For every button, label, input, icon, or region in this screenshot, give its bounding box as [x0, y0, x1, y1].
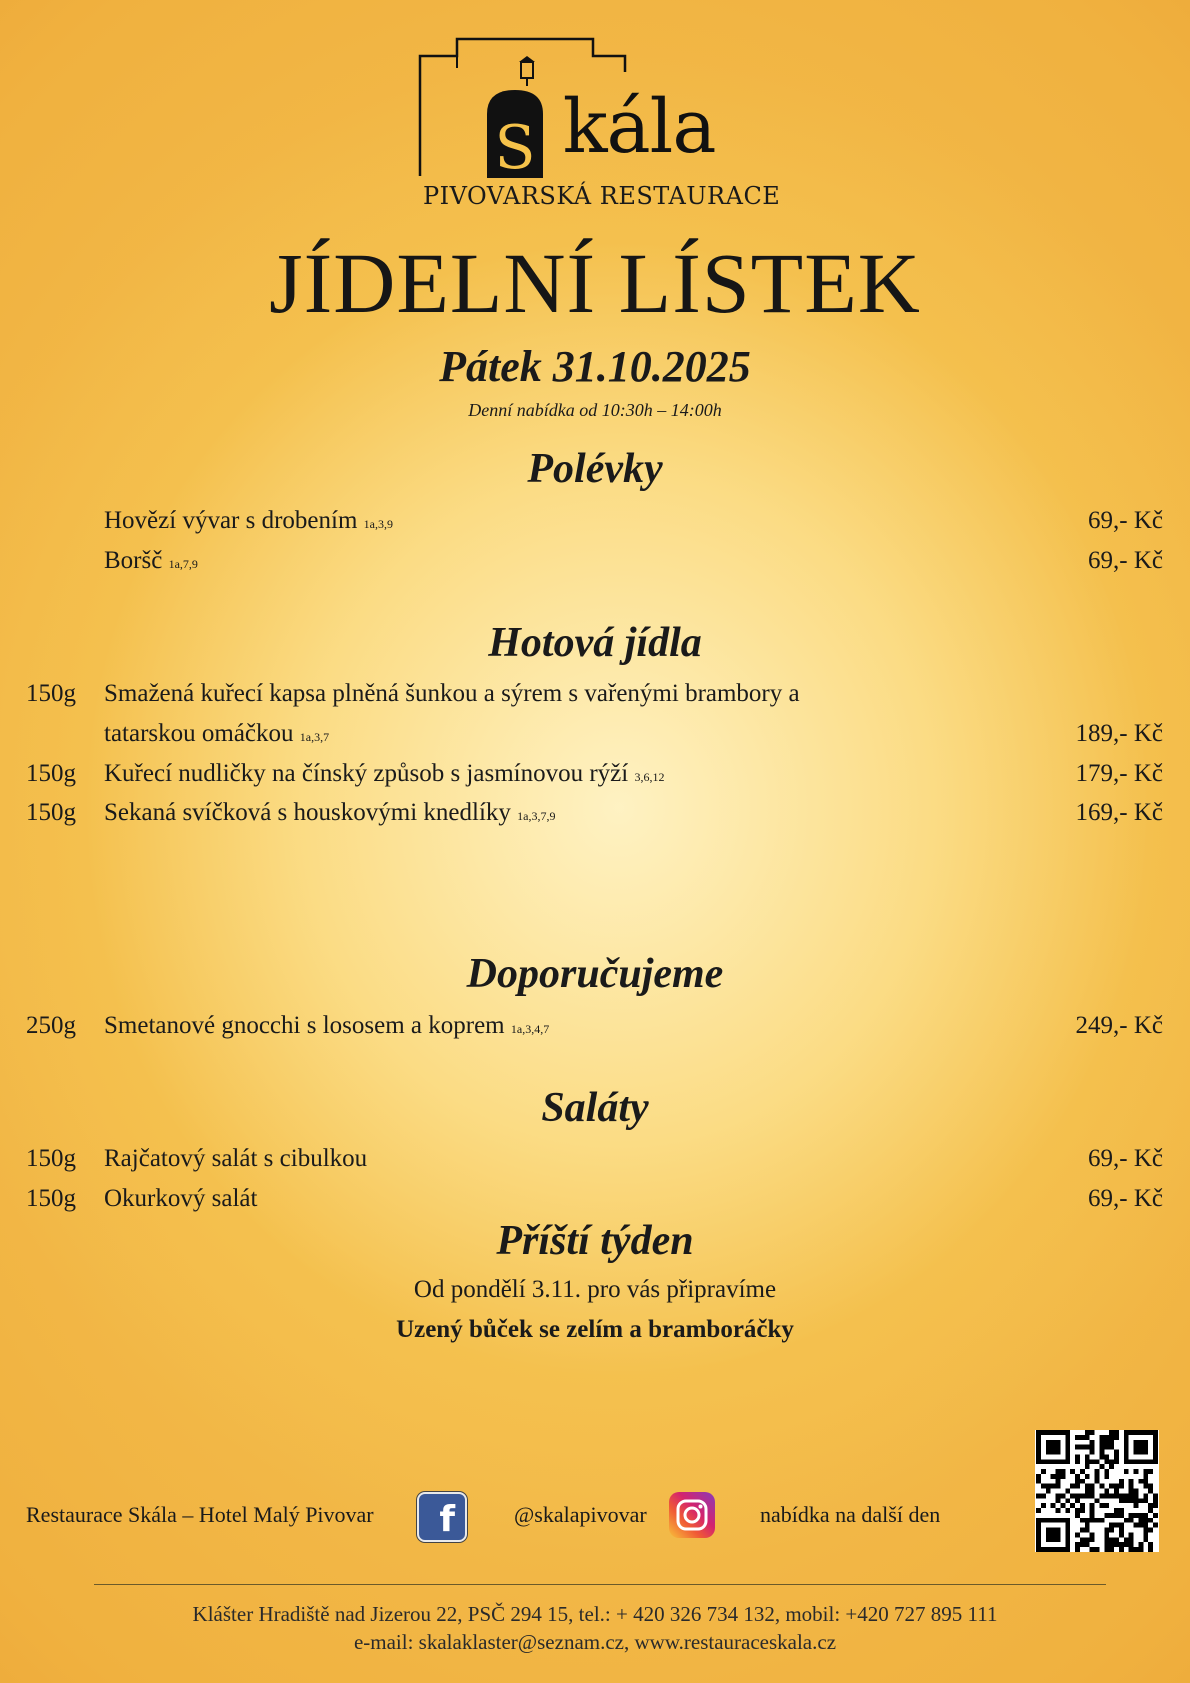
- section-title-recommend: Doporučujeme: [466, 951, 724, 997]
- item-price: 69,- Kč: [1088, 1185, 1163, 1212]
- serving-hours: Denní nabídka od 10:30h – 14:00h: [468, 400, 722, 420]
- footer-contact: e-mail: skalaklaster@seznam.cz, www.restauraceskala.cz: [353, 1630, 837, 1654]
- item-weight: 150g: [26, 760, 76, 787]
- menu-item: [0, 1008, 1190, 1044]
- item-name: tatarskou omáčkou: [104, 720, 294, 747]
- item-weight: 150g: [26, 680, 76, 707]
- menu-item: [0, 503, 1190, 539]
- item-name: Boršč: [104, 547, 163, 574]
- item-name-line1: Smažená kuřecí kapsa plněná šunkou a sýrem s vařenými brambory a: [104, 680, 800, 707]
- svg-text:S: S: [494, 113, 536, 183]
- menu-item: [0, 1181, 1190, 1217]
- item-allergens: 1a,3,9: [363, 517, 393, 531]
- item-price: 189,- Kč: [1075, 720, 1163, 747]
- menu-item: [0, 543, 1190, 579]
- item-weight: 150g: [26, 1185, 76, 1212]
- footer-divider: [94, 1584, 1106, 1585]
- menu-item: [0, 756, 1190, 792]
- item-allergens: 1a,7,9: [168, 557, 198, 571]
- item-name: Rajčatový salát s cibulkou: [104, 1145, 368, 1172]
- item-weight: 250g: [26, 1012, 76, 1039]
- logo-name: kála: [562, 84, 716, 170]
- item-price: 179,- Kč: [1075, 760, 1163, 787]
- item-price: 69,- Kč: [1088, 507, 1163, 534]
- restaurant-logo: [415, 36, 781, 216]
- item-weight: 150g: [26, 1145, 76, 1172]
- qr-code-icon[interactable]: [1035, 1430, 1159, 1552]
- item-price: 169,- Kč: [1075, 799, 1163, 826]
- item-price: 249,- Kč: [1075, 1012, 1163, 1039]
- item-allergens: 1a,3,7,9: [517, 809, 556, 823]
- item-name: Sekaná svíčková s houskovými knedlíky: [104, 799, 511, 826]
- next-week-intro: Od pondělí 3.11. pro vás připravíme: [413, 1276, 777, 1303]
- item-name: Okurkový salát: [104, 1185, 258, 1212]
- menu-date: Pátek 31.10.2025: [439, 342, 751, 391]
- item-price: 69,- Kč: [1088, 547, 1163, 574]
- footer-address: Klášter Hradiště nad Jizerou 22, PSČ 294 15, tel.: + 420 326 734 132, mobil: +420 727 895 111: [192, 1602, 998, 1626]
- item-allergens: 1a,3,7: [299, 730, 330, 744]
- section-title-soups: Polévky: [527, 446, 663, 492]
- section-title-salads: Saláty: [541, 1085, 649, 1131]
- menu-item: [0, 676, 1190, 712]
- section-title-mains: Hotová jídla: [488, 620, 702, 666]
- item-allergens: 1a,3,4,7: [510, 1022, 550, 1036]
- item-name: Kuřecí nudličky na čínský způsob s jasmínovou rýží: [104, 760, 629, 787]
- item-price: 69,- Kč: [1088, 1145, 1163, 1172]
- menu-item: [0, 1141, 1190, 1177]
- logo-subtitle: PIVOVARSKÁ RESTAURACE: [423, 182, 781, 210]
- footer-restaurant-name: Restaurace Skála – Hotel Malý Pivovar: [26, 1502, 374, 1527]
- qr-caption: nabídka na další den: [760, 1502, 941, 1527]
- instagram-icon[interactable]: [669, 1492, 715, 1538]
- next-week-dish: Uzený bůček se zelím a bramboráčky: [396, 1316, 794, 1343]
- facebook-icon[interactable]: f: [417, 1492, 467, 1542]
- item-weight: 150g: [26, 799, 76, 826]
- section-title-next-week: Příští týden: [496, 1218, 694, 1264]
- instagram-handle[interactable]: @skalapivovar: [514, 1502, 647, 1527]
- item-allergens: 3,6,12: [634, 770, 665, 784]
- menu-item: [0, 795, 1190, 831]
- page-title: JÍDELNÍ LÍSTEK: [269, 235, 921, 331]
- item-name: Hovězí vývar s drobením: [104, 507, 358, 534]
- menu-item-continuation: [0, 716, 1190, 752]
- lantern-icon: [519, 56, 535, 86]
- item-name: Smetanové gnocchi s lososem a koprem: [104, 1012, 505, 1039]
